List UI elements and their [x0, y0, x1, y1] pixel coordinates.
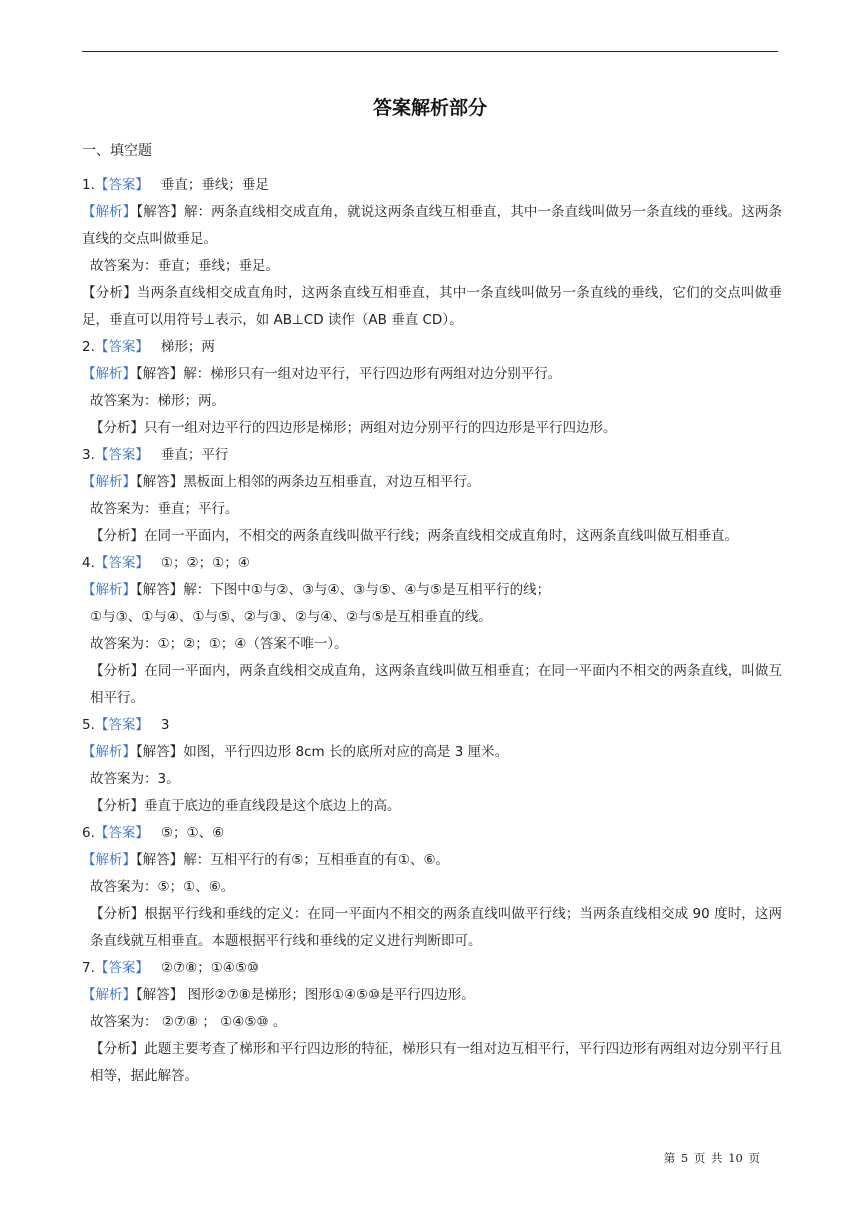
note-5: 【分析】垂直于底边的垂直线段是这个底边上的高。: [90, 798, 401, 814]
answer-value: ①；②；①；④: [160, 555, 250, 571]
answer-line-5: 5.【答案】 3: [82, 717, 170, 733]
final-answer-3: 故答案为：垂直；平行。: [90, 501, 239, 517]
note-6: 【分析】根据平行线和垂线的定义：在同一平面内不相交的两条直线叫做平行线；当两条直线相交成 90 度时，这两条直线就互相垂直。本题根据平行线和垂线的定义进行判断即可。: [90, 906, 782, 949]
note-2: 【分析】只有一组对边平行的四边形是梯形；两组对边分别平行的四边形是平行四边形。: [90, 420, 617, 436]
solution-line-5: 【解析】【解答】如图，平行四边形 8cm 长的底所对应的高是 3 厘米。: [82, 744, 509, 760]
solution-line-2: 【解析】【解答】解：梯形只有一组对边平行，平行四边形有两组对边分别平行。: [82, 366, 562, 382]
analysis-tag: 【解析】: [82, 204, 137, 220]
answer-tag: 【答案】: [94, 447, 149, 463]
section-title: 一、填空题: [82, 143, 152, 159]
answer-value: 垂直；垂线；垂足: [160, 177, 269, 193]
answer-line-2: 2.【答案】 梯形；两: [82, 339, 215, 355]
analysis-tag: 【解析】: [82, 366, 136, 382]
note-4: 【分析】在同一平面内，两条直线相交成直角，这两条直线叫做互相垂直；在同一平面内不相交的两条直线，叫做互相平行。: [90, 663, 782, 706]
header-rule: [82, 51, 778, 52]
final-answer-2: 故答案为：梯形；两。: [90, 393, 225, 409]
answer-value: 3: [160, 717, 170, 733]
analysis-tag: 【解析】: [82, 474, 136, 490]
solution-line-4: 【解析】【解答】解：下图中①与②、③与④、③与⑤、④与⑤是互相平行的线；: [82, 582, 551, 598]
answer-line-7: 7.【答案】 ②⑦⑧；①④⑤⑩: [82, 960, 260, 976]
solution-line-6: 【解析】【解答】解：互相平行的有⑤；互相垂直的有①、⑥。: [82, 852, 450, 868]
answer-value: 梯形；两: [160, 339, 215, 355]
answer-line-6: 6.【答案】 ⑤；①、⑥: [82, 825, 225, 841]
note-1: 【分析】当两条直线相交成直角时，这两条直线互相垂直，其中一条直线叫做另一条直线的垂线，它们的交点叫做垂足，垂直可以用符号⊥表示，如 AB⊥CD 读作（AB 垂直 CD）。: [82, 285, 782, 328]
answer-line-1: 1.【答案】 垂直；垂线；垂足: [82, 177, 269, 193]
answer-tag: 【答案】: [94, 555, 149, 571]
answer-value: ②⑦⑧；①④⑤⑩: [160, 960, 260, 976]
analysis-tag: 【解析】: [82, 987, 136, 1003]
note-3: 【分析】在同一平面内，不相交的两条直线叫做平行线；两条直线相交成直角时，这两条直线叫做互相垂直。: [90, 528, 738, 544]
page-title: 答案解析部分: [372, 97, 487, 119]
answer-tag: 【答案】: [94, 177, 149, 193]
answer-list: [82, 172, 782, 1090]
final-answer-7: 故答案为： ②⑦⑧ ； ①④⑤⑩ 。: [90, 1014, 287, 1030]
answer-tag: 【答案】: [94, 825, 149, 841]
final-answer-4: 故答案为：①；②；①；④（答案不唯一）。: [90, 636, 348, 652]
note-7: 【分析】此题主要考查了梯形和平行四边形的特征，梯形只有一组对边互相平行，平行四边形有两组对边分别平行且相等，据此解答。: [90, 1041, 782, 1084]
answer-line-3: 3.【答案】 垂直；平行: [82, 447, 229, 463]
answer-tag: 【答案】: [94, 960, 149, 976]
solution-line-1: 【解析】【解答】解：两条直线相交成直角，就说这两条直线互相垂直，其中一条直线叫做另一条直线的垂线。这两条直线的交点叫做垂足。: [82, 204, 783, 247]
answer-tag: 【答案】: [94, 717, 149, 733]
analysis-tag: 【解析】: [82, 744, 136, 760]
solution-line-4b: ①与③、①与④、①与⑤、②与③、②与④、②与⑤是互相垂直的线。: [90, 609, 492, 625]
final-answer-1: 故答案为：垂直；垂线；垂足。: [90, 258, 279, 274]
answer-value: 垂直；平行: [160, 447, 229, 463]
solution-line-7: 【解析】【解答】 图形②⑦⑧是梯形；图形①④⑤⑩是平行四边形。: [82, 987, 475, 1003]
page-footer: 第 5 页 共 10 页: [663, 1151, 760, 1165]
final-answer-6: 故答案为：⑤；①、⑥。: [90, 879, 235, 895]
answer-value: ⑤；①、⑥: [160, 825, 225, 841]
solution-line-3: 【解析】【解答】黑板面上相邻的两条边互相垂直，对边互相平行。: [82, 474, 481, 490]
analysis-tag: 【解析】: [82, 582, 136, 598]
final-answer-5: 故答案为：3。: [90, 771, 180, 787]
answer-tag: 【答案】: [94, 339, 149, 355]
answer-line-4: 4.【答案】 ①；②；①；④: [82, 555, 250, 571]
analysis-tag: 【解析】: [82, 852, 136, 868]
